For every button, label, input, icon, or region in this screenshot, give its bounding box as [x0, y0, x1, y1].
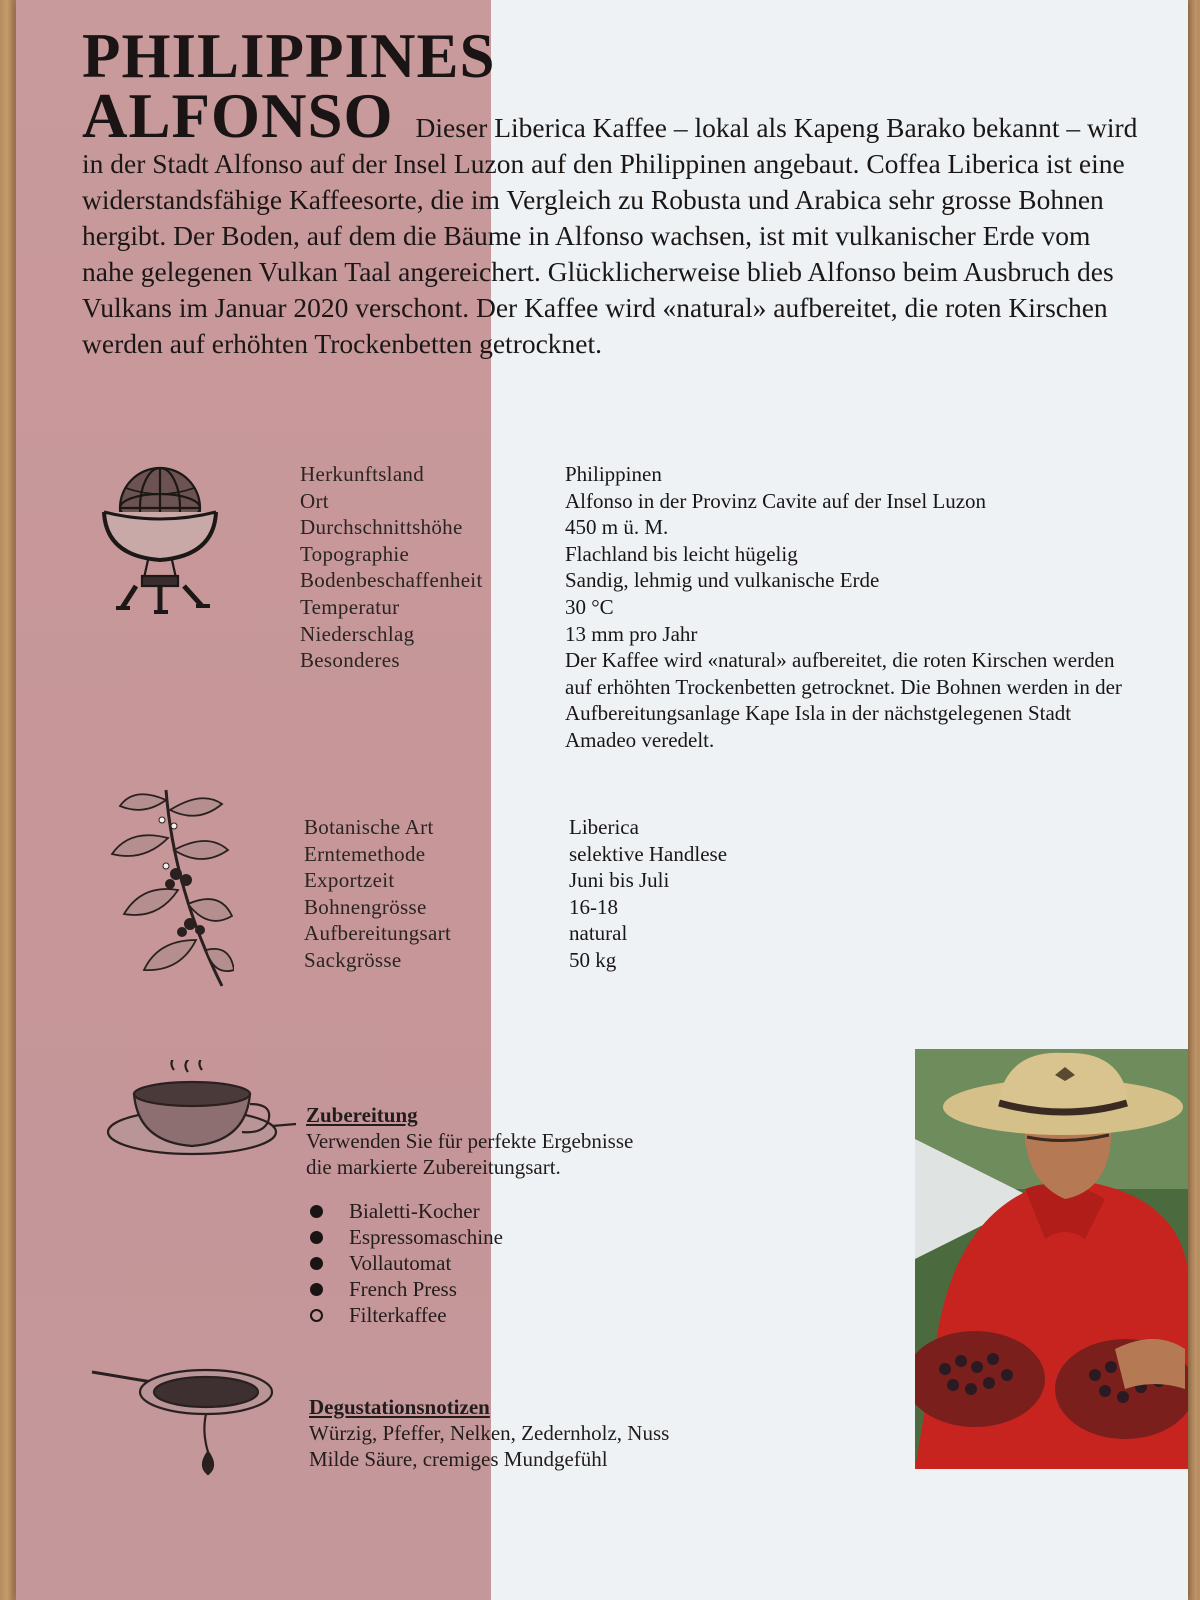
spec-value: Der Kaffee wird «natural» aufbereitet, die roten Kirschen werden auf erhöhten Trockenbetten getrocknet. Die Bohnen werden in der Aufbereitungsanlage Kape Isla in der nächstgelegenen Stadt Amadeo veredelt. [565, 648, 1122, 752]
spec-row [300, 461, 1140, 488]
spec-label: Sackgrösse [304, 947, 402, 972]
spec-label: Besonderes [300, 648, 400, 673]
coffee-cup-icon [104, 1060, 299, 1170]
origin-specs-table [300, 461, 1140, 754]
method-label: Bialetti-Kocher [349, 1199, 480, 1223]
farmer-photo [915, 1049, 1188, 1469]
preparation-heading: Zubereitung [306, 1103, 418, 1127]
spec-label: Durchschnittshöhe [300, 515, 463, 540]
spec-value: 450 m ü. M. [565, 515, 669, 540]
spec-value: Flachland bis leicht hügelig [565, 541, 798, 566]
spec-row [304, 947, 1144, 974]
spec-label: Bohnengrösse [304, 894, 427, 919]
spec-row [304, 920, 1144, 947]
spec-label: Aufbereitungsart [304, 921, 452, 946]
spec-row [304, 867, 1144, 894]
spec-row [300, 541, 1140, 568]
spec-row [300, 567, 1140, 594]
coffee-plant-icon [104, 780, 234, 1000]
spec-label: Botanische Art [304, 815, 434, 839]
spec-row [300, 488, 1140, 515]
empty-circle-icon [310, 1309, 323, 1322]
intro-paragraph: Dieser Liberica Kaffee – lokal als Kapeng Barako bekannt – wird in der Stadt Alfonso auf der Insel Luzon auf den Philippinen angebaut. Coffea Liberica ist eine widerstandsfähige Kaffeesorte, die im Vergleich zu Robusta und Arabica sehr grosse Bohnen hergibt. Der Boden, auf dem die Bäume in Alfonso wachsen, ist mit vulkanischer Erde vom nahe gelegenen Vulkan Taal angereichert. Glücklicherweise blieb Alfonso beim Ausbruch des Vulkans im Januar 2020 verschont. Der Kaffee wird «natural» aufbereitet, die roten Kirschen werden auf erhöhten Trockenbetten getrocknet. [82, 112, 1138, 359]
spec-value: Juni bis Juli [569, 868, 670, 893]
filled-circle-icon [310, 1205, 323, 1218]
spec-row [304, 814, 1144, 841]
spec-row [304, 894, 1144, 921]
spec-row [300, 647, 1140, 753]
preparation-line-2: die markierte Zubereitungsart. [306, 1155, 561, 1179]
method-label: Filterkaffee [349, 1303, 447, 1327]
tasting-heading: Degustationsnotizen [309, 1395, 490, 1419]
list-item [306, 1250, 633, 1276]
list-item [306, 1276, 633, 1302]
title-line-2: ALFONSO [82, 81, 394, 151]
tasting-line-1: Würzig, Pfeffer, Nelken, Zedernholz, Nuss [309, 1421, 670, 1445]
bean-specs-table [304, 814, 1144, 974]
spec-value: natural [569, 921, 628, 946]
tasting-section [309, 1394, 669, 1472]
header-block [82, 21, 1142, 362]
spec-row [300, 514, 1140, 541]
spoon-drip-icon [90, 1362, 280, 1482]
tasting-line-2: Milde Säure, cremiges Mundgefühl [309, 1447, 608, 1471]
spec-value: 13 mm pro Jahr [565, 621, 698, 646]
spec-row [300, 594, 1140, 621]
spec-value: Liberica [569, 815, 639, 839]
preparation-line-1: Verwenden Sie für perfekte Ergebnisse [306, 1129, 634, 1153]
spec-value: Sandig, lehmig und vulkanische Erde [565, 568, 880, 593]
spec-label: Niederschlag [300, 621, 415, 646]
coffee-info-sheet [16, 0, 1188, 1600]
method-label: French Press [349, 1277, 457, 1301]
list-item [306, 1302, 633, 1328]
spec-row [304, 841, 1144, 868]
spec-value: Alfonso in der Provinz Cavite auf der Insel Luzon [565, 488, 987, 513]
sheet-content [16, 0, 1188, 1600]
list-item [306, 1198, 633, 1224]
spec-value: 16-18 [569, 894, 618, 919]
method-label: Vollautomat [349, 1251, 452, 1275]
spec-value: 30 °C [565, 594, 614, 619]
spec-label: Temperatur [300, 594, 400, 619]
preparation-methods-list [306, 1198, 633, 1328]
preparation-section [306, 1102, 633, 1328]
filled-circle-icon [310, 1231, 323, 1244]
spec-value: 50 kg [569, 947, 617, 972]
spec-label: Topographie [300, 541, 410, 566]
spec-value: Philippinen [565, 462, 662, 486]
spec-row [300, 621, 1140, 648]
filled-circle-icon [310, 1257, 323, 1270]
list-item [306, 1224, 633, 1250]
spec-label: Ort [300, 488, 329, 513]
spec-label: Erntemethode [304, 841, 426, 866]
globe-icon [98, 460, 228, 620]
spec-value: selektive Handlese [569, 841, 728, 866]
spec-label: Exportzeit [304, 868, 395, 893]
filled-circle-icon [310, 1283, 323, 1296]
title-line-1: PHILIPPINES [82, 21, 496, 91]
spec-label: Herkunftsland [300, 462, 425, 486]
method-label: Espressomaschine [349, 1225, 503, 1249]
spec-label: Bodenbeschaffenheit [300, 568, 483, 593]
